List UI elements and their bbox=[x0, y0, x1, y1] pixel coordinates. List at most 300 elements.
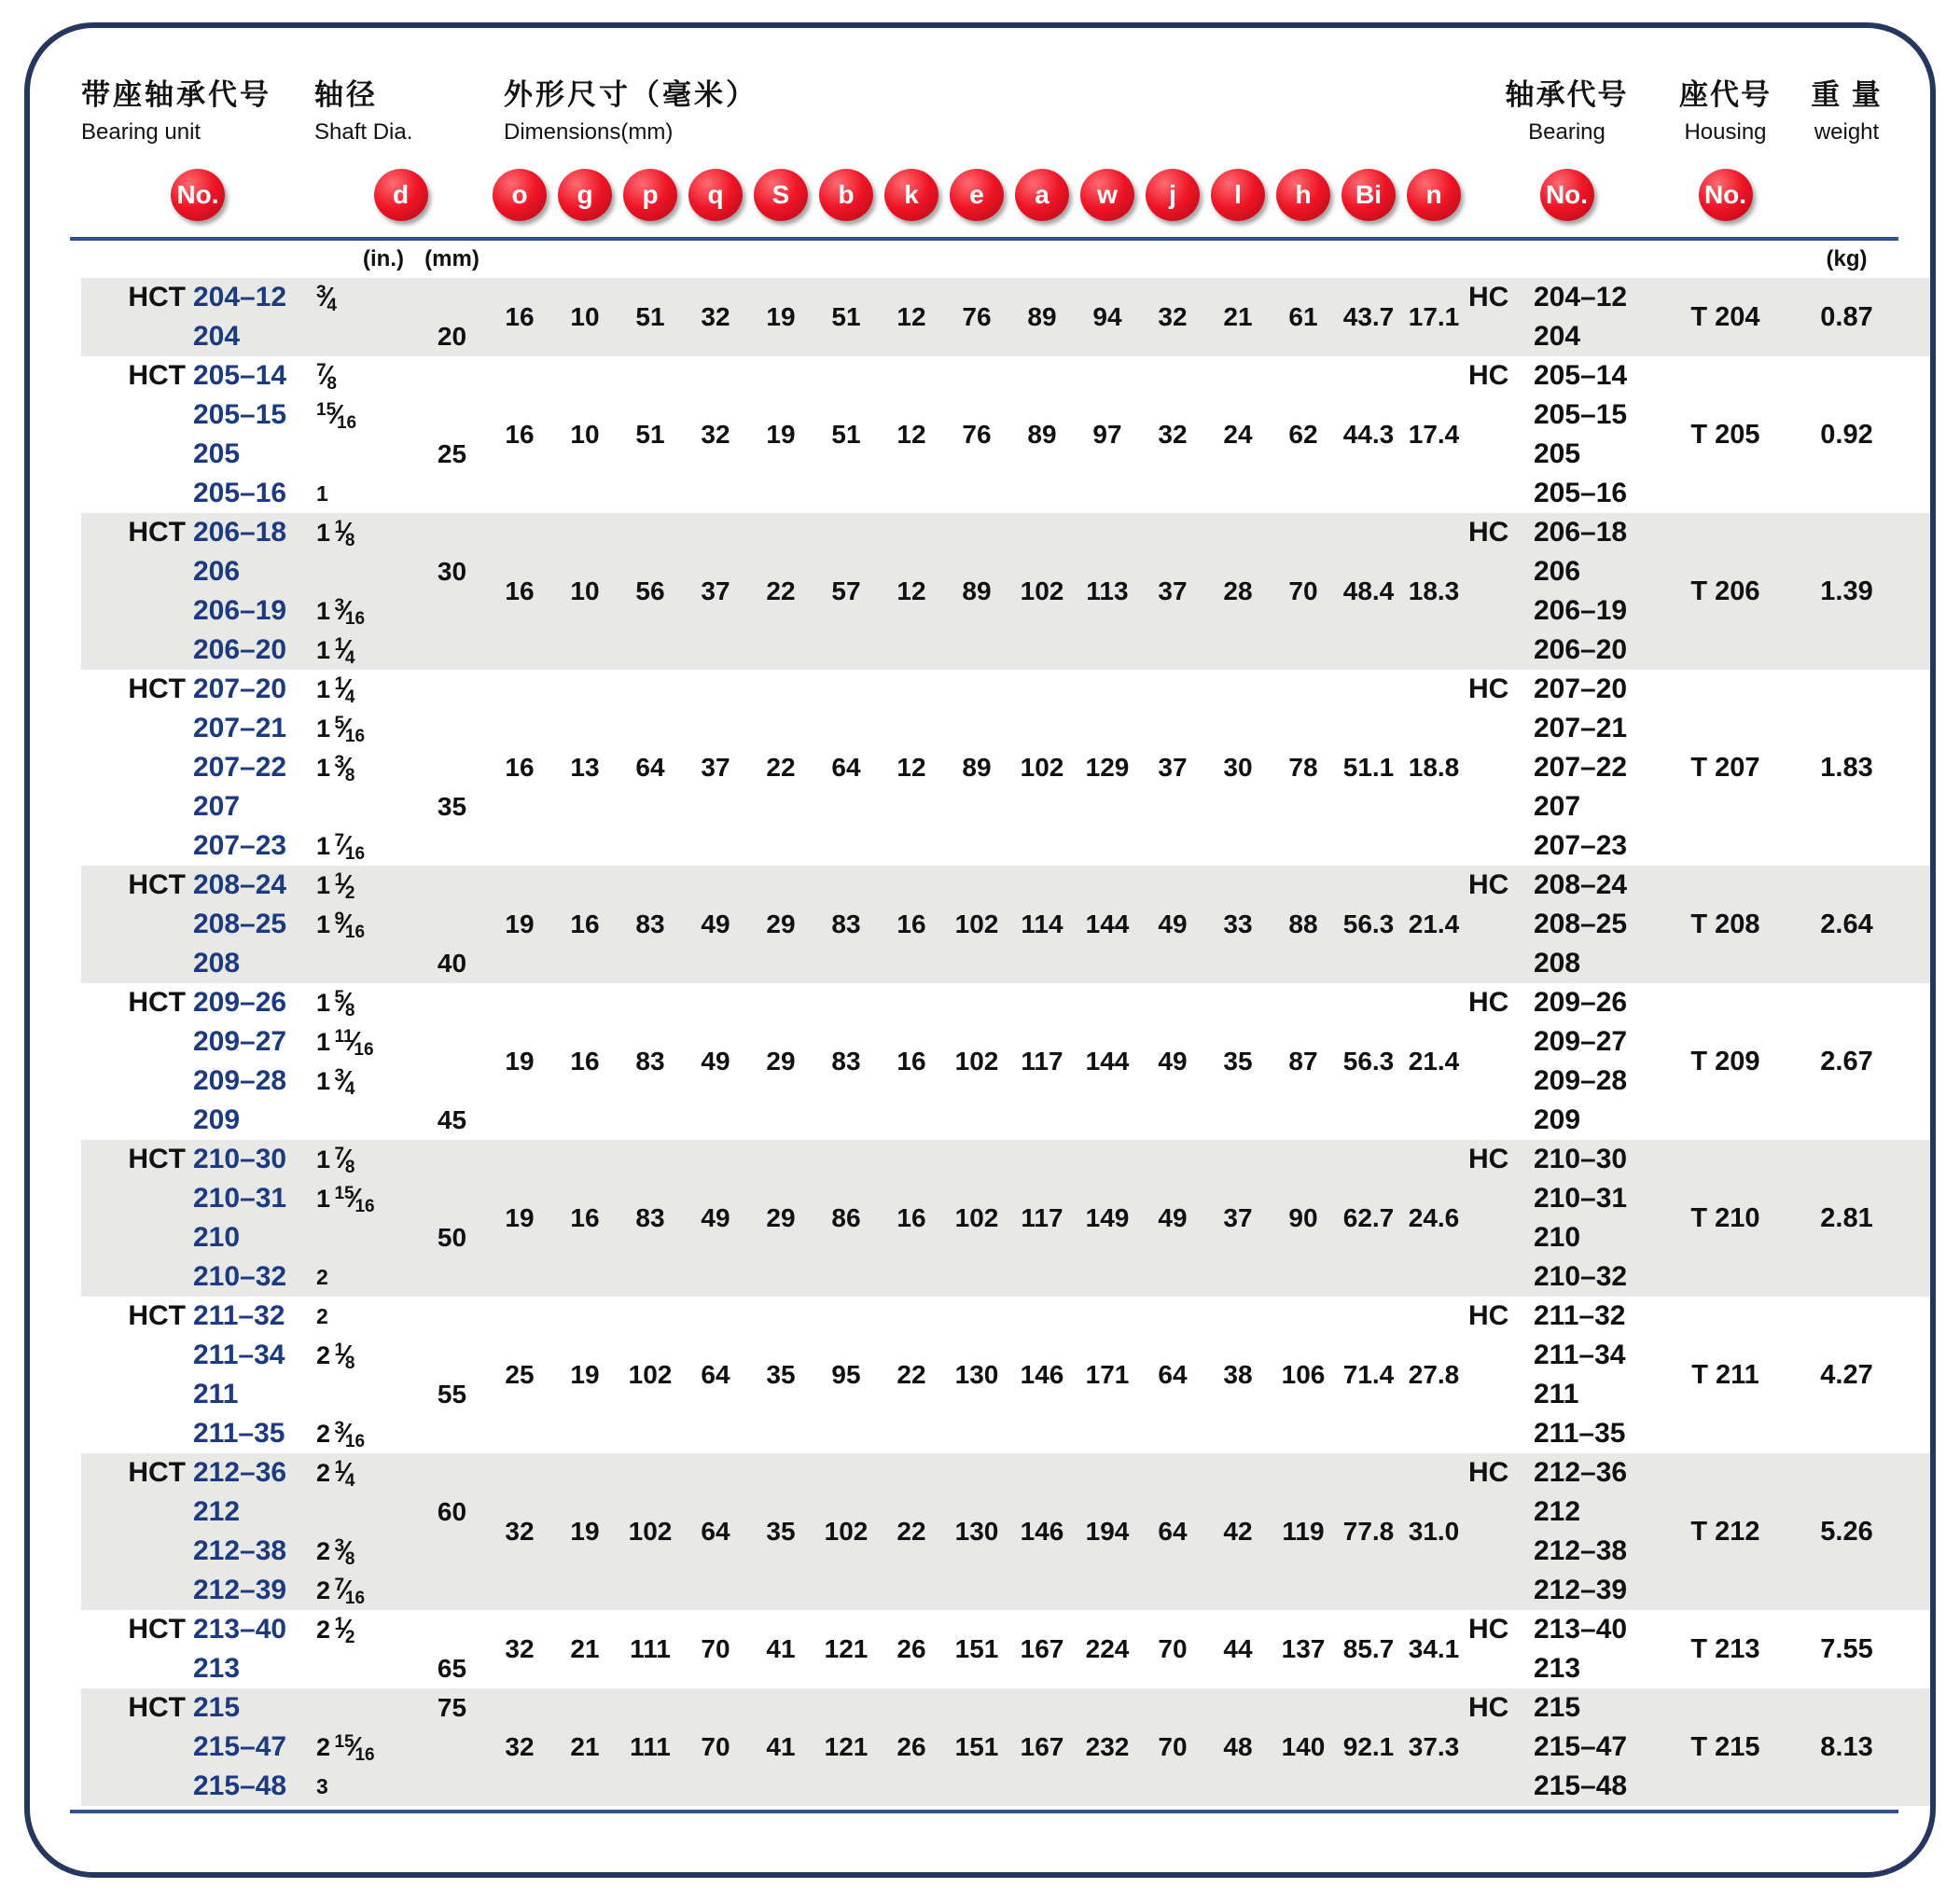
bearing-prefix: HC bbox=[1468, 360, 1509, 391]
dim-value: 70 bbox=[1158, 1732, 1188, 1761]
header-housing bbox=[1667, 71, 1784, 146]
bearing-group bbox=[81, 356, 1930, 513]
shaft-dia-inch: 2 1⁄4 bbox=[316, 1457, 355, 1491]
dim-value: 24 bbox=[1223, 420, 1253, 449]
bearing-row bbox=[1467, 435, 1667, 474]
dim-value: 146 bbox=[1020, 1360, 1064, 1389]
dim-value: 102 bbox=[954, 909, 999, 938]
unit-prefix: HCT bbox=[128, 517, 186, 548]
dim-value: 17.1 bbox=[1408, 302, 1460, 331]
dim-value: 44.3 bbox=[1342, 420, 1395, 449]
unit-code: 211–32 bbox=[193, 1300, 285, 1331]
bearing-code: 206–20 bbox=[1534, 634, 1628, 665]
dim-value: 51 bbox=[831, 302, 861, 331]
bearing-prefix: HC bbox=[1468, 1457, 1509, 1488]
dim-value: 32 bbox=[505, 1517, 535, 1546]
weight-value: 2.81 bbox=[1820, 1202, 1873, 1233]
shaft-dia-inch: 7⁄8 bbox=[316, 360, 337, 394]
header-dimensions-zh: 外形尺寸（毫米） bbox=[504, 78, 758, 111]
dim-value: 89 bbox=[1027, 420, 1057, 449]
bearing-code: 210 bbox=[1534, 1222, 1581, 1253]
dim-value: 232 bbox=[1085, 1732, 1130, 1761]
dim-value: 51.1 bbox=[1342, 753, 1395, 782]
dim-value: 194 bbox=[1085, 1517, 1130, 1546]
dim-value: 49 bbox=[701, 909, 730, 938]
bearing-row bbox=[1467, 278, 1667, 317]
dim-value: 29 bbox=[766, 909, 796, 938]
header-dimensions-en: Dimensions(mm) bbox=[504, 119, 674, 145]
shaft-dia-mm: 35 bbox=[437, 792, 467, 821]
dim-value: 89 bbox=[962, 576, 992, 605]
bearing-row bbox=[1467, 1532, 1667, 1571]
dim-badge-b: b bbox=[819, 169, 873, 221]
bearing-code: 207–23 bbox=[1534, 830, 1628, 861]
unit-code: 212–38 bbox=[193, 1535, 287, 1566]
bearing-code-stack bbox=[1467, 1297, 1667, 1453]
bearing-code: 211–32 bbox=[1534, 1300, 1626, 1331]
shaft-dia-inch: 1 15⁄16 bbox=[316, 1183, 375, 1216]
unit-row bbox=[81, 983, 487, 1022]
dim-value: 149 bbox=[1085, 1203, 1130, 1232]
housing-no: T 215 bbox=[1690, 1731, 1760, 1762]
unit-row bbox=[81, 1532, 487, 1571]
bearing-row bbox=[1467, 944, 1667, 983]
dim-value: 19 bbox=[570, 1360, 600, 1389]
weight-value: 5.26 bbox=[1820, 1516, 1873, 1547]
unit-code: 207 bbox=[193, 791, 241, 822]
bearing-row bbox=[1467, 1022, 1667, 1062]
bearing-code: 207–21 bbox=[1534, 713, 1628, 743]
shaft-dia-inch: 2 bbox=[316, 1264, 328, 1289]
dim-value: 19 bbox=[505, 1203, 535, 1232]
bearing-code: 209 bbox=[1534, 1104, 1581, 1135]
units-row bbox=[81, 241, 1930, 278]
bearing-code: 205–16 bbox=[1534, 478, 1628, 508]
dim-value: 49 bbox=[701, 1047, 730, 1076]
dim-value: 35 bbox=[1223, 1047, 1253, 1076]
bearing-prefix: HC bbox=[1468, 987, 1509, 1018]
bearing-code-stack bbox=[1467, 1610, 1667, 1688]
dim-value: 33 bbox=[1223, 909, 1253, 938]
bearing-code: 209–27 bbox=[1534, 1026, 1628, 1057]
shaft-dia-inch: 2 7⁄16 bbox=[316, 1575, 366, 1608]
dim-value: 70 bbox=[701, 1732, 730, 1761]
dim-value: 70 bbox=[701, 1634, 730, 1663]
unit-row bbox=[81, 709, 487, 748]
bearing-code: 211–35 bbox=[1534, 1418, 1626, 1449]
unit-row bbox=[81, 905, 487, 944]
bearing-code: 209–26 bbox=[1534, 987, 1628, 1018]
bearing-code: 205–15 bbox=[1534, 399, 1628, 430]
dim-value: 56.3 bbox=[1342, 909, 1395, 938]
bearing-code-stack bbox=[1467, 1688, 1667, 1806]
bearing-row bbox=[1467, 1649, 1667, 1688]
dim-value: 113 bbox=[1086, 576, 1129, 605]
bearing-row bbox=[1467, 1453, 1667, 1492]
unit-code: 206–19 bbox=[193, 595, 287, 626]
bearing-row bbox=[1467, 1140, 1667, 1179]
dim-value: 224 bbox=[1085, 1634, 1130, 1663]
bearing-row bbox=[1467, 317, 1667, 356]
unit-prefix: HCT bbox=[128, 282, 186, 312]
bearing-prefix: HC bbox=[1468, 1144, 1509, 1174]
unit-row bbox=[81, 631, 487, 670]
dim-value: 16 bbox=[505, 576, 535, 605]
header-housing-en: Housing bbox=[1684, 119, 1767, 145]
catalog-table-frame bbox=[24, 22, 1936, 1878]
unit-code: 212–36 bbox=[193, 1457, 287, 1488]
weight-value: 0.92 bbox=[1820, 419, 1873, 450]
unit-row bbox=[81, 1101, 487, 1140]
unit-row bbox=[81, 1571, 487, 1610]
bearing-row bbox=[1467, 1728, 1667, 1767]
dim-value: 37 bbox=[1223, 1203, 1253, 1232]
bearing-code-stack bbox=[1467, 356, 1667, 513]
unit-prefix: HCT bbox=[128, 1614, 186, 1645]
unit-code: 211 bbox=[193, 1379, 239, 1409]
dim-value: 32 bbox=[505, 1732, 535, 1761]
dim-value: 16 bbox=[897, 909, 926, 938]
bearing-row bbox=[1467, 356, 1667, 396]
dim-badge-q: q bbox=[688, 169, 743, 221]
bearing-code: 212 bbox=[1534, 1496, 1581, 1527]
bottom-rule bbox=[70, 1810, 1898, 1813]
bearing-row bbox=[1467, 513, 1667, 552]
dim-value: 10 bbox=[570, 420, 600, 449]
dim-value: 29 bbox=[766, 1047, 796, 1076]
dim-value: 117 bbox=[1021, 1047, 1063, 1076]
dim-value: 37 bbox=[1158, 576, 1188, 605]
dim-value: 92.1 bbox=[1342, 1732, 1395, 1761]
dim-value: 102 bbox=[628, 1517, 673, 1546]
bearing-code-stack bbox=[1467, 670, 1667, 866]
unit-row bbox=[81, 435, 487, 474]
dim-value: 130 bbox=[954, 1517, 999, 1546]
dim-value: 24.6 bbox=[1408, 1203, 1460, 1232]
bearing-code: 215–47 bbox=[1534, 1731, 1628, 1762]
unit-code-stack bbox=[81, 1140, 487, 1297]
shaft-dia-inch: 2 3⁄8 bbox=[316, 1535, 355, 1569]
dim-value: 64 bbox=[701, 1360, 730, 1389]
bearing-group bbox=[81, 1688, 1930, 1806]
bearing-code: 204–12 bbox=[1534, 282, 1628, 312]
dim-value: 86 bbox=[831, 1203, 861, 1232]
shaft-dia-inch: 1 3⁄4 bbox=[316, 1065, 355, 1099]
bearing-group bbox=[81, 983, 1930, 1140]
unit-code-stack bbox=[81, 278, 487, 356]
dim-value: 31.0 bbox=[1408, 1517, 1460, 1546]
bearing-group bbox=[81, 1453, 1930, 1610]
header-shaft-dia bbox=[314, 71, 487, 146]
dim-value: 34.1 bbox=[1408, 1634, 1460, 1663]
weight-value: 0.87 bbox=[1820, 301, 1873, 332]
bearing-code: 210–31 bbox=[1534, 1183, 1628, 1214]
dim-value: 42 bbox=[1223, 1517, 1253, 1546]
dim-value: 10 bbox=[570, 576, 600, 605]
dim-value: 94 bbox=[1092, 302, 1122, 331]
bearing-row bbox=[1467, 1218, 1667, 1257]
unit-code: 204–12 bbox=[193, 282, 287, 312]
shaft-dia-mm: 40 bbox=[437, 949, 467, 978]
unit-row bbox=[81, 1297, 487, 1336]
dim-value: 21 bbox=[570, 1732, 600, 1761]
dim-value: 16 bbox=[505, 753, 535, 782]
dim-value: 27.8 bbox=[1408, 1360, 1460, 1389]
bearing-group bbox=[81, 1297, 1930, 1453]
dim-value: 32 bbox=[505, 1634, 535, 1663]
shaft-dia-mm: 75 bbox=[437, 1693, 467, 1722]
dim-value: 29 bbox=[766, 1203, 796, 1232]
dim-value: 51 bbox=[831, 420, 861, 449]
unit-row bbox=[81, 1257, 487, 1297]
dim-value: 32 bbox=[1158, 420, 1188, 449]
bearing-row bbox=[1467, 1414, 1667, 1453]
unit-code: 212–39 bbox=[193, 1575, 287, 1605]
column-headers bbox=[81, 71, 1930, 146]
unit-row bbox=[81, 944, 487, 983]
unit-row bbox=[81, 1140, 487, 1179]
dim-value: 16 bbox=[897, 1047, 926, 1076]
dim-value: 76 bbox=[962, 302, 992, 331]
bearing-row bbox=[1467, 866, 1667, 905]
housing-no: T 207 bbox=[1690, 752, 1760, 783]
unit-no-badge: No. bbox=[171, 169, 225, 221]
dim-value: 64 bbox=[1158, 1517, 1188, 1546]
dim-value: 18.3 bbox=[1408, 576, 1460, 605]
dim-badge-o: o bbox=[493, 169, 547, 221]
housing-no: T 213 bbox=[1690, 1633, 1760, 1664]
dim-value: 35 bbox=[766, 1517, 796, 1546]
unit-row bbox=[81, 1688, 487, 1728]
dim-value: 102 bbox=[954, 1203, 999, 1232]
bearing-code-stack bbox=[1467, 866, 1667, 983]
dim-badge-g: g bbox=[558, 169, 612, 221]
bearing-row bbox=[1467, 1610, 1667, 1649]
header-weight bbox=[1784, 71, 1910, 146]
unit-row bbox=[81, 1022, 487, 1062]
bearing-row bbox=[1467, 826, 1667, 866]
unit-row bbox=[81, 1728, 487, 1767]
dim-value: 62.7 bbox=[1342, 1203, 1395, 1232]
shaft-dia-inch: 3 bbox=[316, 1773, 328, 1798]
dim-value: 49 bbox=[1158, 1047, 1188, 1076]
bearing-row bbox=[1467, 748, 1667, 787]
dim-value: 144 bbox=[1085, 1047, 1130, 1076]
dim-value: 121 bbox=[824, 1732, 869, 1761]
dim-value: 25 bbox=[505, 1360, 535, 1389]
dim-value: 21.4 bbox=[1408, 1047, 1460, 1076]
bearing-code: 208–24 bbox=[1534, 869, 1628, 900]
dim-badge-n: n bbox=[1407, 169, 1461, 221]
bearing-group bbox=[81, 1140, 1930, 1297]
shaft-dia-mm: 65 bbox=[437, 1654, 467, 1683]
bearing-code: 208 bbox=[1534, 948, 1581, 979]
dim-value: 64 bbox=[701, 1517, 730, 1546]
header-bearing-en: Bearing bbox=[1528, 119, 1606, 145]
dim-value: 129 bbox=[1085, 753, 1130, 782]
unit-prefix: HCT bbox=[128, 673, 186, 704]
dim-value: 83 bbox=[831, 909, 861, 938]
shaft-dia-inch: 1 7⁄16 bbox=[316, 830, 366, 864]
bearing-code: 206–19 bbox=[1534, 595, 1628, 626]
unit-code-stack bbox=[81, 513, 487, 670]
table-inner bbox=[30, 28, 1930, 1813]
bearing-code: 215–48 bbox=[1534, 1770, 1628, 1801]
bearing-code: 213 bbox=[1534, 1653, 1581, 1684]
shaft-dia-inch: 15⁄16 bbox=[316, 399, 357, 433]
dim-value: 37 bbox=[701, 576, 730, 605]
bearing-code: 207–20 bbox=[1534, 673, 1628, 704]
bearing-row bbox=[1467, 396, 1667, 435]
dim-value: 61 bbox=[1288, 302, 1318, 331]
unit-row bbox=[81, 513, 487, 552]
unit-code: 208 bbox=[193, 948, 241, 979]
dim-value: 49 bbox=[701, 1203, 730, 1232]
shaft-dia-inch: 2 3⁄16 bbox=[316, 1418, 366, 1451]
unit-code: 211–34 bbox=[193, 1340, 285, 1370]
dim-value: 102 bbox=[1020, 576, 1064, 605]
bearing-prefix: HC bbox=[1468, 282, 1509, 312]
dim-value: 16 bbox=[897, 1203, 926, 1232]
bearing-code: 207–22 bbox=[1534, 752, 1628, 783]
header-bearing bbox=[1467, 71, 1667, 146]
unit-code-stack bbox=[81, 1610, 487, 1688]
bearing-row bbox=[1467, 787, 1667, 826]
bearing-group bbox=[81, 866, 1930, 983]
bearing-row bbox=[1467, 591, 1667, 631]
dim-value: 13 bbox=[570, 753, 600, 782]
dim-value: 41 bbox=[766, 1732, 796, 1761]
shaft-dia-mm: 45 bbox=[437, 1105, 467, 1134]
dim-value: 87 bbox=[1288, 1047, 1318, 1076]
dim-value: 26 bbox=[897, 1732, 926, 1761]
shaft-d-badge: d bbox=[374, 169, 428, 221]
dim-badge-j: j bbox=[1146, 169, 1200, 221]
bearing-row bbox=[1467, 905, 1667, 944]
unit-row bbox=[81, 787, 487, 826]
unit-code: 207–23 bbox=[193, 830, 287, 861]
unit-code: 205 bbox=[193, 438, 241, 469]
unit-row bbox=[81, 1492, 487, 1532]
dim-value: 56.3 bbox=[1342, 1047, 1395, 1076]
dim-value: 41 bbox=[766, 1634, 796, 1663]
dim-value: 76 bbox=[962, 420, 992, 449]
dim-value: 57 bbox=[831, 576, 861, 605]
dim-value: 70 bbox=[1288, 576, 1318, 605]
bearing-code: 213–40 bbox=[1534, 1614, 1628, 1645]
shaft-dia-mm: 25 bbox=[437, 439, 467, 468]
bearing-row bbox=[1467, 1297, 1667, 1336]
dim-value: 19 bbox=[766, 302, 796, 331]
unit-code: 215 bbox=[193, 1692, 241, 1723]
unit-code: 210–32 bbox=[193, 1261, 287, 1292]
shaft-dia-inch: 1 3⁄16 bbox=[316, 595, 366, 629]
shaft-dia-inch: 1 1⁄2 bbox=[316, 869, 355, 903]
unit-code: 207–22 bbox=[193, 752, 287, 783]
dim-value: 64 bbox=[831, 753, 861, 782]
shaft-dia-inch: 1 1⁄4 bbox=[316, 634, 355, 668]
bearing-prefix: HC bbox=[1468, 869, 1509, 900]
dim-value: 32 bbox=[701, 420, 730, 449]
unit-row bbox=[81, 1336, 487, 1375]
dim-value: 26 bbox=[897, 1634, 926, 1663]
header-bearing-zh: 轴承代号 bbox=[1505, 78, 1629, 111]
shaft-dia-inch: 2 bbox=[316, 1303, 328, 1328]
dim-value: 21.4 bbox=[1408, 909, 1460, 938]
dim-value: 16 bbox=[570, 1047, 600, 1076]
bearing-prefix: HC bbox=[1468, 1614, 1509, 1645]
dim-value: 12 bbox=[897, 753, 926, 782]
shaft-dia-mm: 20 bbox=[437, 322, 467, 351]
dim-badge-l: l bbox=[1211, 169, 1265, 221]
shaft-dia-inch: 1 5⁄8 bbox=[316, 987, 355, 1020]
shaft-dia-inch: 1 7⁄8 bbox=[316, 1144, 355, 1177]
unit-code-stack bbox=[81, 1453, 487, 1610]
unit-code: 205–15 bbox=[193, 399, 287, 430]
housing-no: T 209 bbox=[1690, 1046, 1760, 1076]
unit-row bbox=[81, 278, 487, 317]
dim-value: 12 bbox=[897, 302, 926, 331]
bearing-row bbox=[1467, 1688, 1667, 1728]
dim-value: 12 bbox=[897, 420, 926, 449]
bearing-code-stack bbox=[1467, 1453, 1667, 1610]
bearing-code: 204 bbox=[1534, 321, 1581, 352]
dim-value: 37 bbox=[1158, 753, 1188, 782]
dim-value: 78 bbox=[1288, 753, 1318, 782]
dim-value: 19 bbox=[570, 1517, 600, 1546]
dim-value: 64 bbox=[1158, 1360, 1188, 1389]
unit-code: 210–30 bbox=[193, 1144, 287, 1174]
bearing-no-badge: No. bbox=[1540, 169, 1594, 221]
dim-value: 117 bbox=[1021, 1203, 1063, 1232]
unit-row bbox=[81, 356, 487, 396]
dim-value: 35 bbox=[766, 1360, 796, 1389]
dim-value: 83 bbox=[635, 1047, 665, 1076]
dim-value: 51 bbox=[635, 420, 665, 449]
dim-value: 30 bbox=[1223, 753, 1253, 782]
unit-row bbox=[81, 1453, 487, 1492]
bearing-row bbox=[1467, 1101, 1667, 1140]
bearing-row bbox=[1467, 552, 1667, 591]
shaft-dia-inch: 3⁄4 bbox=[316, 282, 337, 315]
badge-row bbox=[81, 160, 1930, 229]
bearing-prefix: HC bbox=[1468, 517, 1509, 548]
dim-value: 44 bbox=[1223, 1634, 1253, 1663]
bearing-code: 212–36 bbox=[1534, 1457, 1628, 1488]
unit-row bbox=[81, 1375, 487, 1414]
bearing-row bbox=[1467, 474, 1667, 513]
housing-no: T 204 bbox=[1690, 301, 1760, 332]
housing-no: T 212 bbox=[1690, 1516, 1760, 1547]
bearing-row bbox=[1467, 1492, 1667, 1532]
housing-no: T 206 bbox=[1690, 576, 1760, 606]
dim-value: 48.4 bbox=[1342, 576, 1395, 605]
unit-code: 213–40 bbox=[193, 1614, 287, 1645]
dim-value: 151 bbox=[954, 1732, 999, 1761]
bearing-row bbox=[1467, 1336, 1667, 1375]
unit-row bbox=[81, 1062, 487, 1101]
dim-value: 49 bbox=[1158, 1203, 1188, 1232]
dim-value: 38 bbox=[1223, 1360, 1253, 1389]
bearing-code: 206–18 bbox=[1534, 517, 1628, 548]
dim-value: 51 bbox=[635, 302, 665, 331]
shaft-dia-inch: 1 1⁄8 bbox=[316, 517, 355, 550]
shaft-dia-inch: 1 11⁄16 bbox=[316, 1026, 374, 1060]
dim-badge-k: k bbox=[884, 169, 938, 221]
unit-row bbox=[81, 474, 487, 513]
weight-value: 7.55 bbox=[1820, 1633, 1873, 1664]
unit-prefix: HCT bbox=[128, 987, 186, 1018]
